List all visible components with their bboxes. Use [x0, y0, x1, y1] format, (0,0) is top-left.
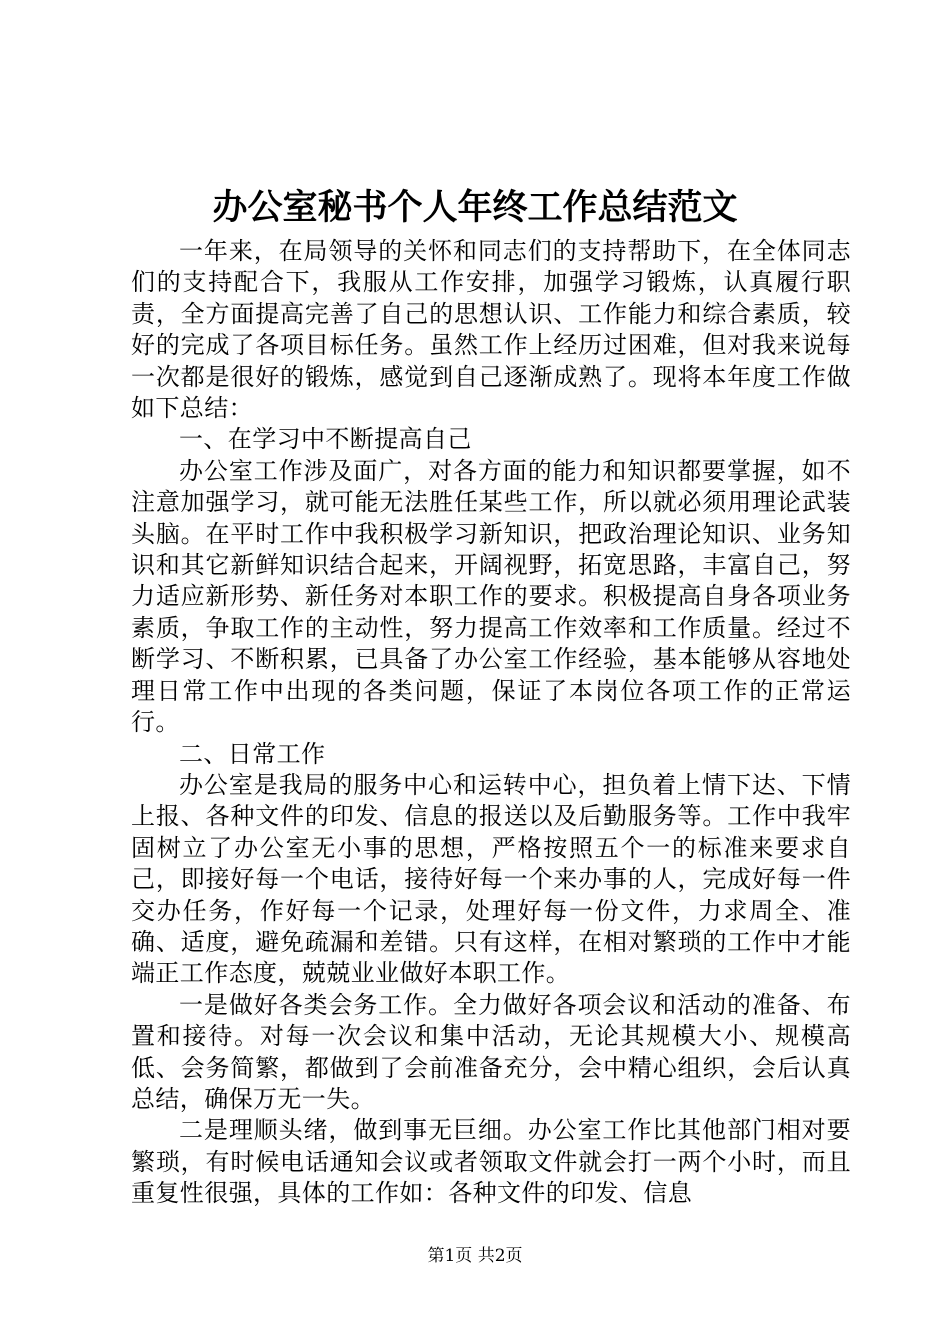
page-footer: 第1页 共2页	[427, 1246, 523, 1266]
meeting-work-paragraph: 一是做好各类会务工作。全力做好各项会议和活动的准备、布置和接待。对每一次会议和集中活动，无论其规模大小、规模高低、会务简繁，都做到了会前准备充分，会中精心组织，会后认真总结，确保万无一失。	[131, 990, 851, 1113]
intro-paragraph: 一年来，在局领导的关怀和同志们的支持帮助下，在全体同志们的支持配合下，我服从工作安排，加强学习锻炼，认真履行职责，全方面提高完善了自己的思想认识、工作能力和综合素质，较好的完成了各项目标任务。虽然工作上经历过困难，但对我来说每一次都是很好的锻炼，感觉到自己逐渐成熟了。现将本年度工作做如下总结：	[131, 237, 851, 423]
section-heading-study: 一、在学习中不断提高自己	[179, 425, 472, 454]
document-body	[131, 236, 851, 1210]
daily-work-paragraph: 办公室是我局的服务中心和运转中心，担负着上情下达、下情上报、各种文件的印发、信息的报送以及后勤服务等。工作中我牢固树立了办公室无小事的思想，严格按照五个一的标准来要求自己，即接好每一个电话，接待好每一个来办事的人，完成好每一件交办任务，作好每一个记录，处理好每一份文件，力求周全、准确、适度，避免疏漏和差错。只有这样，在相对繁琐的工作中才能端正工作态度，兢兢业业做好本职工作。	[131, 770, 851, 988]
document-title: 办公室秘书个人年终工作总结范文	[212, 187, 738, 228]
study-paragraph: 办公室工作涉及面广，对各方面的能力和知识都要掌握，如不注意加强学习，就可能无法胜任某些工作，所以就必须用理论武装头脑。在平时工作中我积极学习新知识，把政治理论知识、业务知识和其它新鲜知识结合起来，开阔视野，拓宽思路，丰富自己，努力适应新形势、新任务对本职工作的要求。积极提高自身各项业务素质，争取工作的主动性，努力提高工作效率和工作质量。经过不断学习、不断积累，已具备了办公室工作经验，基本能够从容地处理日常工作中出现的各类问题，保证了本岗位各项工作的正常运行。	[131, 456, 851, 737]
detail-work-paragraph: 二是理顺头绪，做到事无巨细。办公室工作比其他部门相对要繁琐，有时候电话通知会议或者领取文件就会打一两个小时，而且重复性很强，具体的工作如：各种文件的印发、信息	[131, 1116, 851, 1208]
section-heading-daily-work: 二、日常工作	[179, 739, 326, 768]
